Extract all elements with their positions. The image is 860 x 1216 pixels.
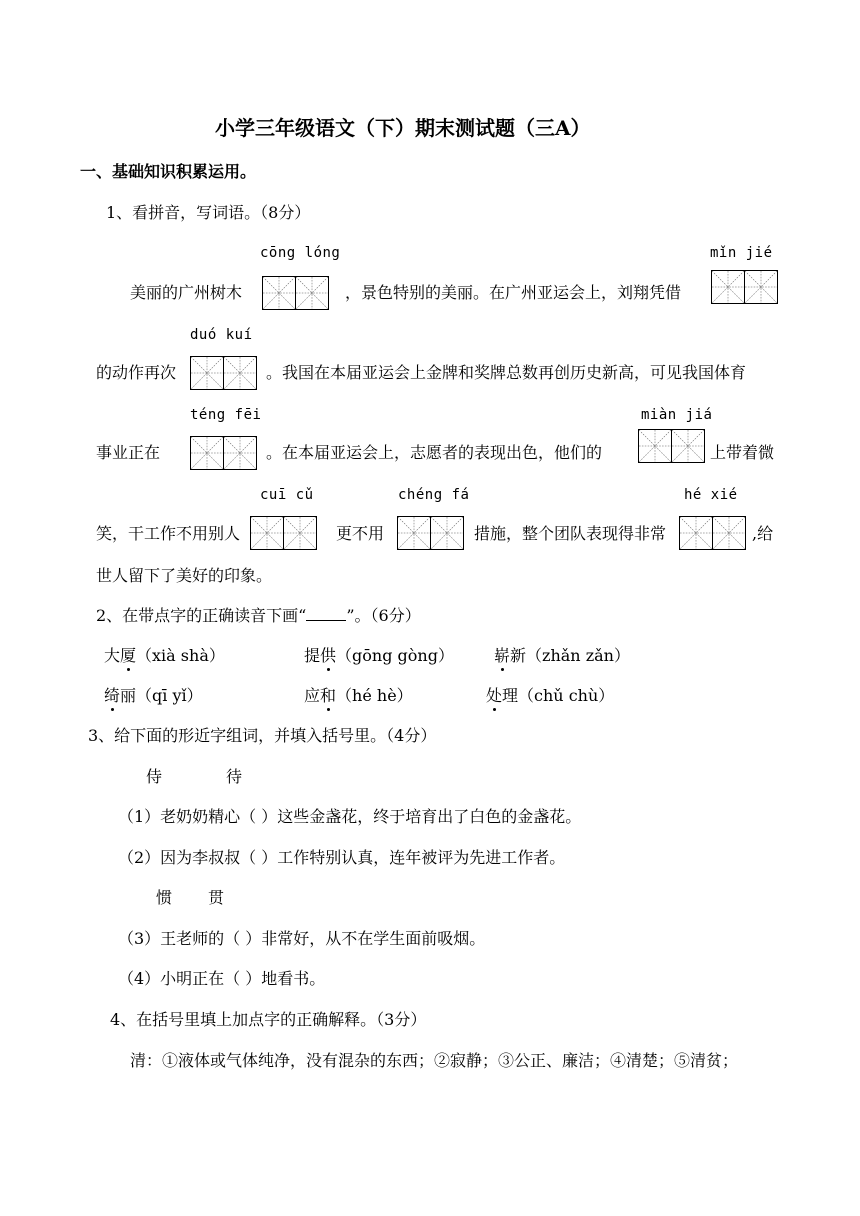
grid-cell[interactable]	[671, 429, 705, 463]
grid-cell[interactable]	[190, 436, 224, 470]
question-4-title: 4、在括号里填上加点字的正确解释。（3分）	[110, 1010, 427, 1029]
grid-guides	[191, 437, 223, 469]
fill-sentence: （4）小明正在（ ）地看书。	[118, 969, 326, 988]
grid-cell[interactable]	[223, 356, 257, 390]
grid-cell[interactable]	[223, 436, 257, 470]
grid-guides	[224, 437, 256, 469]
text-line: 美丽的广州树木	[130, 283, 243, 302]
question-2-title: 2、在带点字的正确读音下画“ ”。（6分）	[96, 606, 421, 625]
grid-guides	[191, 357, 223, 389]
similar-char: 惯	[156, 888, 173, 907]
grid-cell[interactable]	[397, 516, 431, 550]
text-line: 措施，整个团队表现得非常	[474, 524, 667, 543]
grid-guides	[284, 517, 316, 549]
grid-guides	[431, 517, 463, 549]
grid-guides	[680, 517, 712, 549]
grid-guides	[712, 271, 744, 303]
writing-grid[interactable]	[679, 516, 746, 550]
grid-cell[interactable]	[711, 270, 745, 304]
grid-cell[interactable]	[283, 516, 317, 550]
pinyin-label: duó kuí	[190, 327, 253, 343]
question-3-title: 3、给下面的形近字组词，并填入括号里。（4分）	[88, 726, 437, 745]
text-line: 世人留下了美好的印象。	[96, 566, 273, 585]
definition-line: 清：①液体或气体纯净，没有混杂的东西；②寂静；③公正、廉洁；④清楚；⑤清贫；	[130, 1051, 739, 1070]
grid-guides	[713, 517, 745, 549]
text-line: 的动作再次	[96, 363, 177, 382]
grid-guides	[745, 271, 777, 303]
grid-guides	[296, 277, 328, 309]
fill-sentence: （3）王老师的（ ）非常好，从不在学生面前吸烟。	[118, 929, 486, 948]
grid-cell[interactable]	[250, 516, 284, 550]
text-line: 上带着微	[710, 443, 775, 462]
grid-cell[interactable]	[295, 276, 329, 310]
grid-cell[interactable]	[430, 516, 464, 550]
text-line: ,给	[752, 524, 774, 543]
reading-item: 绮丽（qī yǐ）	[104, 686, 203, 705]
similar-char: 贯	[208, 888, 225, 907]
pinyin-label: cuī cǔ	[260, 487, 314, 503]
text-line: ，景色特别的美丽。在广州亚运会上，刘翔凭借	[345, 283, 682, 302]
pinyin-label: chéng fá	[398, 487, 470, 503]
page-title: 小学三年级语文（下）期末测试题（三A）	[215, 116, 591, 140]
grid-cell[interactable]	[744, 270, 778, 304]
pinyin-label: miàn jiá	[641, 407, 713, 423]
similar-char: 待	[226, 767, 243, 786]
pinyin-label: hé xié	[684, 487, 738, 503]
writing-grid[interactable]	[190, 356, 257, 390]
reading-item: 应和（hé hè）	[304, 686, 413, 705]
grid-guides	[251, 517, 283, 549]
reading-item: 提供（gōng gòng）	[304, 646, 454, 665]
writing-grid[interactable]	[190, 436, 257, 470]
text-line: 更不用	[336, 524, 385, 543]
grid-guides	[263, 277, 295, 309]
grid-cell[interactable]	[638, 429, 672, 463]
pinyin-label: mǐn jié	[710, 245, 773, 261]
question-1-title: 1、看拼音，写词语。（8分）	[106, 203, 311, 222]
text-line: 。我国在本届亚运会上金牌和奖牌总数再创历史新高，可见我国体育	[266, 363, 747, 382]
pinyin-label: cōng lóng	[260, 245, 341, 261]
grid-cell[interactable]	[190, 356, 224, 390]
writing-grid[interactable]	[638, 429, 705, 463]
grid-guides	[672, 430, 704, 462]
grid-cell[interactable]	[679, 516, 713, 550]
reading-item: 处理（chǔ chù）	[486, 686, 615, 705]
writing-grid[interactable]	[711, 270, 778, 304]
reading-item: 大厦（xià shà）	[104, 646, 225, 665]
writing-grid[interactable]	[262, 276, 329, 310]
fill-sentence: （2）因为李叔叔（ ）工作特别认真，连年被评为先进工作者。	[118, 848, 566, 867]
underline-blank	[306, 606, 346, 621]
text-line: 笑，干工作不用别人	[96, 524, 241, 543]
text-line: 事业正在	[96, 443, 161, 462]
fill-sentence: （1）老奶奶精心（ ）这些金盏花，终于培育出了白色的金盏花。	[118, 807, 582, 826]
writing-grid[interactable]	[250, 516, 317, 550]
grid-cell[interactable]	[262, 276, 296, 310]
writing-grid[interactable]	[397, 516, 464, 550]
reading-item: 崭新（zhǎn zǎn）	[494, 646, 630, 665]
similar-char: 侍	[146, 767, 163, 786]
pinyin-label: téng fēi	[190, 407, 262, 423]
grid-guides	[224, 357, 256, 389]
grid-guides	[639, 430, 671, 462]
grid-guides	[398, 517, 430, 549]
text-line: 。在本届亚运会上，志愿者的表现出色，他们的	[266, 443, 603, 462]
section-heading: 一、基础知识积累运用。	[80, 162, 257, 181]
grid-cell[interactable]	[712, 516, 746, 550]
